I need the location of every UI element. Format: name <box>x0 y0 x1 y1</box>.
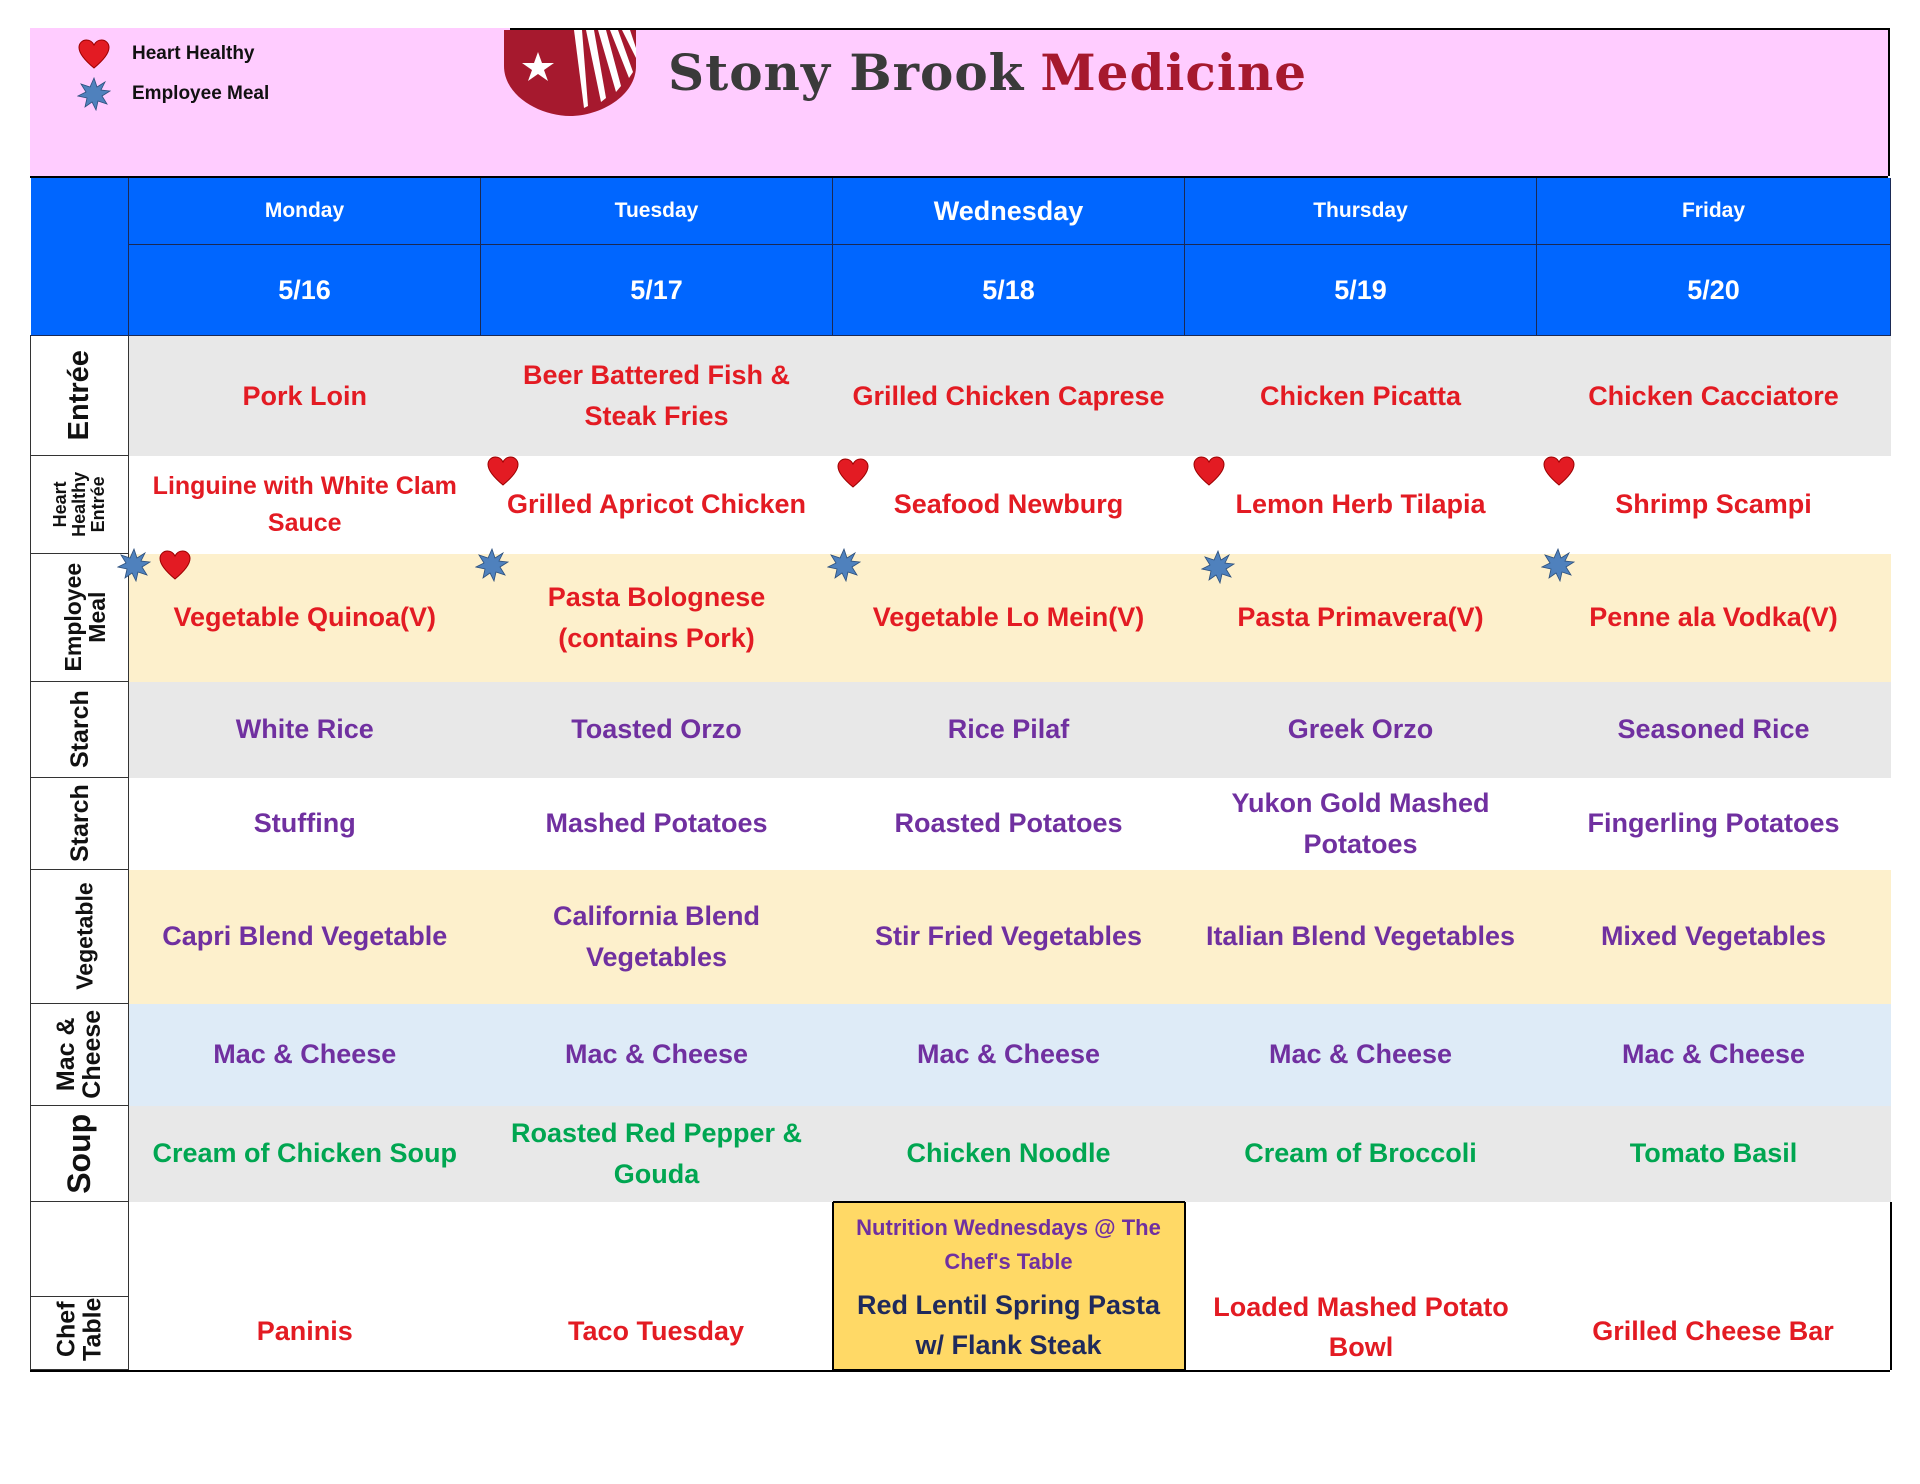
row-soup <box>31 1106 1891 1202</box>
entree-tuesday: Beer Battered Fish & Steak Fries <box>481 336 833 456</box>
day-row <box>31 178 1891 245</box>
starburst-icon <box>827 548 861 582</box>
heart-monday: Linguine with White Clam Sauce <box>129 456 481 554</box>
mac-tuesday: Mac & Cheese <box>481 1004 833 1106</box>
heart-icon <box>1193 456 1225 486</box>
row-vegetable <box>31 870 1891 1004</box>
vegetable-thursday: Italian Blend Vegetables <box>1185 870 1537 1004</box>
heart-icon <box>487 456 519 486</box>
day-tuesday: Tuesday <box>481 178 833 245</box>
row-label-entree: Entrée <box>31 336 129 456</box>
starch1-wednesday: Rice Pilaf <box>833 682 1185 778</box>
stony-brook-logo <box>500 26 1307 118</box>
starch2-wednesday: Roasted Potatoes <box>833 778 1185 870</box>
date-friday: 5/20 <box>1537 245 1891 336</box>
heart-friday: Shrimp Scampi <box>1537 456 1891 554</box>
table-bottom-border <box>30 1370 1890 1372</box>
mac-friday: Mac & Cheese <box>1537 1004 1891 1106</box>
row-label-chef-table: Chef Table <box>31 1202 129 1370</box>
date-wednesday: 5/18 <box>833 245 1185 336</box>
starch2-tuesday: Mashed Potatoes <box>481 778 833 870</box>
heart-icon <box>74 34 114 74</box>
date-row <box>31 245 1891 336</box>
mac-monday: Mac & Cheese <box>129 1004 481 1106</box>
row-label-vegetable: Vegetable <box>31 870 129 1004</box>
row-label-starch-1: Starch <box>31 682 129 778</box>
starch2-thursday: Yukon Gold Mashed Potatoes <box>1185 778 1537 870</box>
starch2-monday: Stuffing <box>129 778 481 870</box>
row-label-heart-healthy: Heart Healthy Entrée <box>31 456 129 554</box>
nutrition-wednesday-link[interactable]: Nutrition Wednesdays @ The Chef's Table <box>856 1214 1161 1274</box>
row-starch-1 <box>31 682 1891 778</box>
starburst-icon <box>1541 548 1575 582</box>
entree-wednesday: Grilled Chicken Caprese <box>833 336 1185 456</box>
chef-monday: Paninis <box>129 1202 481 1370</box>
soup-wednesday: Chicken Noodle <box>833 1106 1185 1202</box>
row-mac-cheese <box>31 1004 1891 1106</box>
day-thursday: Thursday <box>1185 178 1537 245</box>
brand-name-part1: Stony Brook <box>668 42 1025 102</box>
soup-tuesday: Roasted Red Pepper & Gouda <box>481 1106 833 1202</box>
legend-employee-label: Employee Meal <box>132 83 270 104</box>
starch2-friday: Fingerling Potatoes <box>1537 778 1891 870</box>
entree-friday: Chicken Cacciatore <box>1537 336 1891 456</box>
soup-thursday: Cream of Broccoli <box>1185 1106 1537 1202</box>
brand-name-part2: Medicine <box>1040 42 1308 102</box>
starburst-icon <box>74 74 114 114</box>
employee-wednesday: Vegetable Lo Mein(V) <box>833 554 1185 682</box>
heart-wednesday: Seafood Newburg <box>833 456 1185 554</box>
starburst-icon <box>117 548 151 582</box>
date-tuesday: 5/17 <box>481 245 833 336</box>
chef-wednesday-dish: Red Lentil Spring Pasta w/ Flank Steak <box>856 1289 1161 1361</box>
heart-thursday: Lemon Herb Tilapia <box>1185 456 1537 554</box>
day-monday: Monday <box>129 178 481 245</box>
mac-thursday: Mac & Cheese <box>1185 1004 1537 1106</box>
chef-wednesday <box>833 1202 1185 1370</box>
menu-table <box>30 178 1892 1371</box>
starch1-monday: White Rice <box>129 682 481 778</box>
row-heart-healthy <box>31 456 1891 554</box>
legend <box>74 34 269 114</box>
row-starch-2 <box>31 778 1891 870</box>
heart-icon <box>837 458 869 488</box>
starch1-tuesday: Toasted Orzo <box>481 682 833 778</box>
employee-tuesday: Pasta Bolognese (contains Pork) <box>481 554 833 682</box>
row-label-starch-2: Starch <box>31 778 129 870</box>
chef-tuesday: Taco Tuesday <box>481 1202 833 1370</box>
row-chef-table <box>31 1202 1891 1370</box>
header-border-right <box>1888 28 1890 176</box>
vegetable-friday: Mixed Vegetables <box>1537 870 1891 1004</box>
shield-logo-icon <box>500 26 640 118</box>
chef-friday: Grilled Cheese Bar <box>1537 1202 1891 1370</box>
entree-monday: Pork Loin <box>129 336 481 456</box>
starburst-icon <box>1201 550 1235 584</box>
row-label-employee-meal: Employee Meal <box>31 554 129 682</box>
date-thursday: 5/19 <box>1185 245 1537 336</box>
employee-monday: Vegetable Quinoa(V) <box>129 554 481 682</box>
row-entree <box>31 336 1891 456</box>
starch1-friday: Seasoned Rice <box>1537 682 1891 778</box>
heart-icon <box>1543 456 1575 486</box>
brand-name <box>668 43 1307 102</box>
day-friday: Friday <box>1537 178 1891 245</box>
vegetable-wednesday: Stir Fried Vegetables <box>833 870 1185 1004</box>
legend-heart-label: Heart Healthy <box>132 43 255 64</box>
day-wednesday: Wednesday <box>833 178 1185 245</box>
soup-monday: Cream of Chicken Soup <box>129 1106 481 1202</box>
entree-thursday: Chicken Picatta <box>1185 336 1537 456</box>
menu-grid <box>30 178 1890 1371</box>
starburst-icon <box>475 548 509 582</box>
starch1-thursday: Greek Orzo <box>1185 682 1537 778</box>
vegetable-monday: Capri Blend Vegetable <box>129 870 481 1004</box>
header-banner <box>30 28 1888 178</box>
corner-cell <box>31 178 129 336</box>
legend-employee <box>74 74 269 114</box>
heart-tuesday: Grilled Apricot Chicken <box>481 456 833 554</box>
mac-wednesday: Mac & Cheese <box>833 1004 1185 1106</box>
date-monday: 5/16 <box>129 245 481 336</box>
row-employee-meal <box>31 554 1891 682</box>
row-label-soup: Soup <box>31 1106 129 1202</box>
soup-friday: Tomato Basil <box>1537 1106 1891 1202</box>
chef-thursday: Loaded Mashed Potato Bowl <box>1185 1202 1537 1370</box>
employee-thursday: Pasta Primavera(V) <box>1185 554 1537 682</box>
row-label-mac-cheese: Mac & Cheese <box>31 1004 129 1106</box>
vegetable-tuesday: California Blend Vegetables <box>481 870 833 1004</box>
legend-heart <box>74 34 269 74</box>
heart-icon <box>159 550 191 580</box>
employee-friday: Penne ala Vodka(V) <box>1537 554 1891 682</box>
